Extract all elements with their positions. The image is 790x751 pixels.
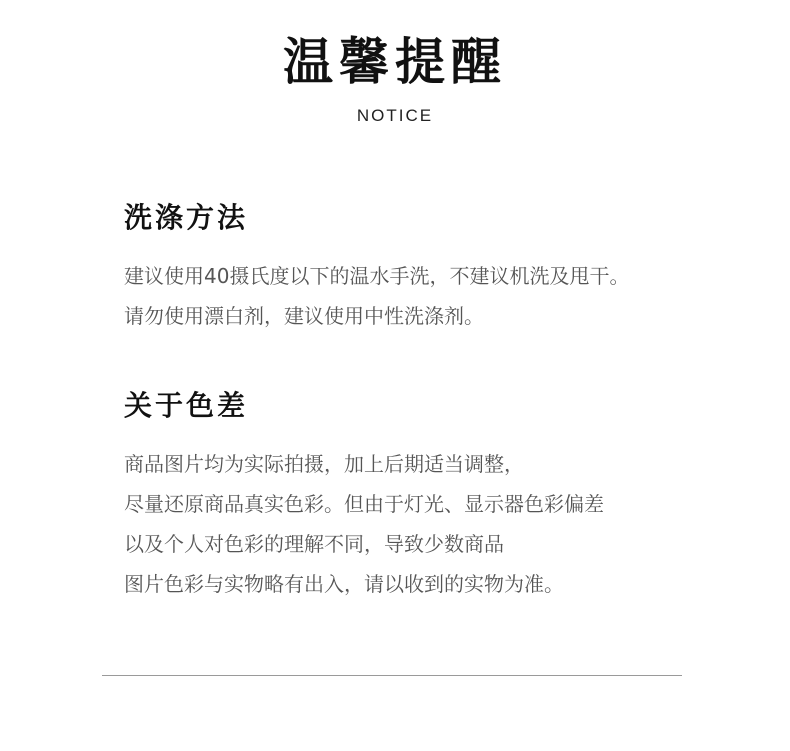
washing-method-line: 请勿使用漂白剂，建议使用中性洗涤剂。 (124, 304, 484, 328)
color-difference-line: 商品图片均为实际拍摄，加上后期适当调整， (124, 452, 524, 476)
page-subtitle: NOTICE (356, 106, 434, 125)
color-difference-heading: 关于色差 (124, 389, 249, 422)
washing-method-heading: 洗涤方法 (124, 201, 249, 234)
washing-method-text (124, 256, 704, 336)
color-difference-text (124, 444, 704, 604)
bottom-divider (102, 675, 682, 676)
color-difference-line: 以及个人对色彩的理解不同，导致少数商品 (124, 532, 504, 556)
color-difference-line: 图片色彩与实物略有出入，请以收到的实物为准。 (124, 572, 564, 596)
page-title: 温馨提醒 (283, 33, 507, 91)
washing-method-section (124, 200, 704, 336)
color-difference-line: 尽量还原商品真实色彩。但由于灯光、显示器色彩偏差 (124, 492, 604, 516)
color-difference-section (124, 388, 704, 604)
washing-method-line: 建议使用40摄氏度以下的温水手洗，不建议机洗及甩干。 (124, 264, 630, 288)
